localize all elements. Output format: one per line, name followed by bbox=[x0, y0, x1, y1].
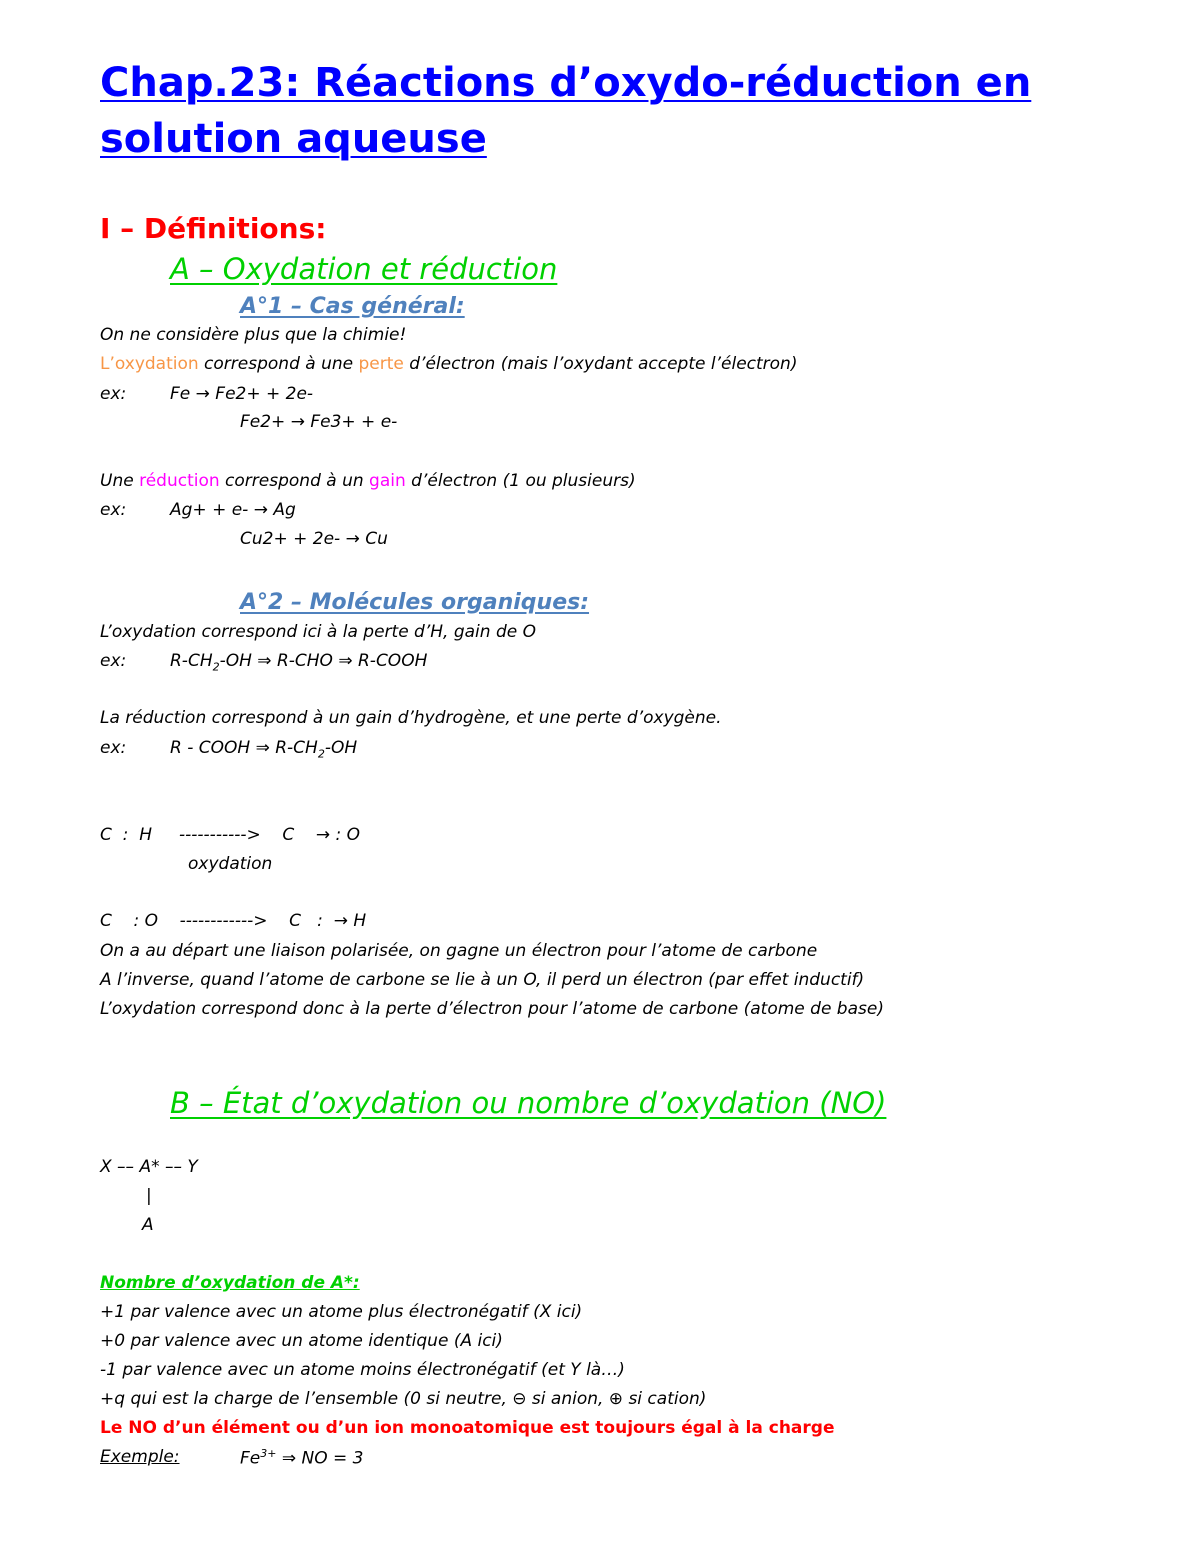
gain-term: gain bbox=[369, 471, 406, 491]
organic-oxidation-equation: $R-CH_2-OH$ ⇒ R-CHO ⇒ R-COOH bbox=[170, 651, 428, 674]
explanation-line-1: On a au départ une liaison polarisée, on gagne un électron pour l’atome de carbone bbox=[100, 941, 818, 961]
reduction-equation-1: Ag+ + e- → Ag bbox=[170, 500, 296, 520]
no-rule-4: +q qui est la charge de l’ensemble (0 si neutre, ⊖ si anion, ⊕ si cation) bbox=[100, 1389, 707, 1409]
oxidation-definition: L’oxydation correspond à une perte d’électron (mais l’oxydant accepte l’électron) bbox=[100, 354, 798, 374]
perte-term: perte bbox=[358, 354, 404, 374]
subheading-molecules-organiques: A°2 – Molécules organiques: bbox=[240, 590, 590, 615]
reduction-definition: Une réduction correspond à un gain d’électron (1 ou plusieurs) bbox=[100, 471, 636, 491]
no-rule-1: +1 par valence avec un atome plus électronégatif (X ici) bbox=[100, 1302, 583, 1322]
organic-oxidation-definition: L’oxydation correspond ici à la perte d’H, gain de O bbox=[100, 622, 536, 642]
oxidation-equation-1: Fe → Fe2+ + 2e- bbox=[170, 384, 314, 404]
ex-label: ex: bbox=[100, 384, 127, 404]
organic-reduction-definition: La réduction correspond à un gain d’hydrogène, et une perte d’oxygène. bbox=[100, 708, 722, 728]
reduction-equation-2: Cu2+ + 2e- → Cu bbox=[240, 529, 388, 549]
example-label: Exemple: bbox=[100, 1447, 180, 1467]
ex-label: ex: bbox=[100, 651, 127, 671]
example-equation: $Fe^{3+}$ ⇒ NO = 3 bbox=[240, 1447, 364, 1469]
organic-reduction-equation: R - COOH ⇒ $R-CH_2-OH$ bbox=[170, 738, 358, 761]
bond-scheme-label: oxydation bbox=[188, 854, 273, 874]
oxidation-equation-2: Fe2+ → Fe3+ + e- bbox=[240, 412, 398, 432]
structure-line-1: X –– A* –– Y bbox=[100, 1157, 198, 1177]
ex-label: ex: bbox=[100, 738, 127, 758]
structure-line-3: A bbox=[142, 1215, 154, 1235]
chapter-title-line1: Chap.23: Réactions d’oxydo-réduction en bbox=[100, 60, 1032, 106]
subsection-heading-etat-oxydation: B – État d’oxydation ou nombre d’oxydation (NO) bbox=[170, 1086, 887, 1120]
no-rule-3: -1 par valence avec un atome moins électronégatif (et Y là…) bbox=[100, 1360, 625, 1380]
ex-label: ex: bbox=[100, 500, 127, 520]
no-rule-2: +0 par valence avec un atome identique (A ici) bbox=[100, 1331, 503, 1351]
no-rules-heading: Nombre d’oxydation de A*: bbox=[100, 1273, 360, 1293]
explanation-line-2: A l’inverse, quand l’atome de carbone se lie à un O, il perd un électron (par effet inductif) bbox=[100, 970, 865, 990]
subsection-heading-oxydation-reduction: A – Oxydation et réduction bbox=[170, 252, 558, 286]
explanation-line-3: L’oxydation correspond donc à la perte d’électron pour l’atome de carbone (atome de base) bbox=[100, 999, 884, 1019]
oxidation-term: L’oxydation bbox=[100, 354, 199, 374]
subheading-cas-general: A°1 – Cas général: bbox=[240, 294, 465, 319]
chapter-title-line2: solution aqueuse bbox=[100, 116, 487, 162]
reduction-term: réduction bbox=[139, 471, 220, 491]
bond-scheme-1: C : H -----------> C → : O bbox=[100, 825, 360, 845]
no-rule-bold: Le NO d’un élément ou d’un ion monoatomique est toujours égal à la charge bbox=[100, 1418, 835, 1438]
bond-scheme-2: C : O ------------> C : → H bbox=[100, 911, 367, 931]
section-heading-definitions: I – Définitions: bbox=[100, 212, 327, 245]
structure-bond: | bbox=[146, 1186, 152, 1206]
intro-text: On ne considère plus que la chimie! bbox=[100, 325, 407, 345]
